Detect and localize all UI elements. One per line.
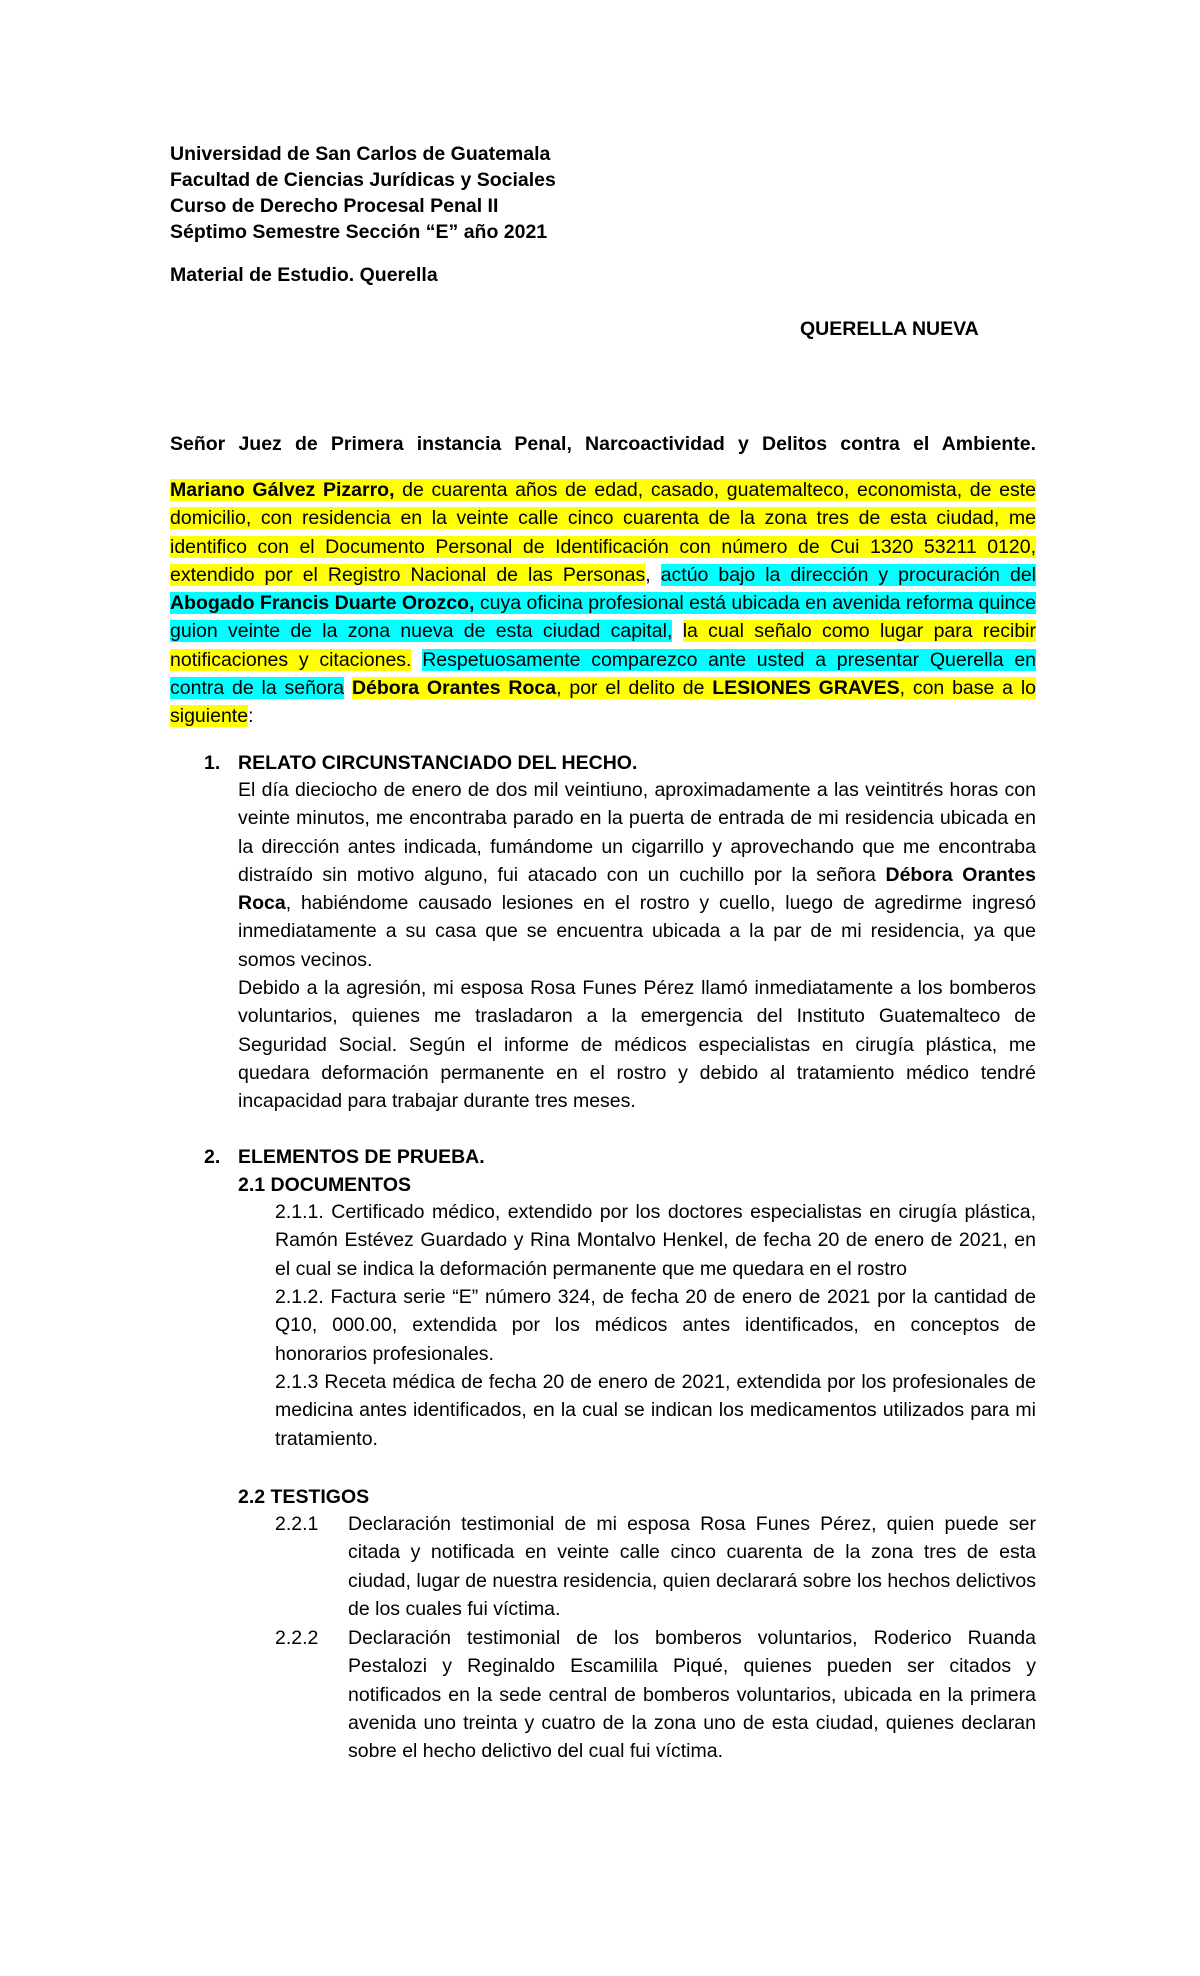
header-semester: Séptimo Semestre Sección “E” año 2021 <box>170 221 548 243</box>
addressee-line: Señor Juez de Primera instancia Penal, Narcoactividad y Delitos contra el Ambiente. <box>170 433 1036 455</box>
intro-text-1: de cuarenta años de edad, casado, guatemalteco, economista, de este domicilio, con residencia en la veinte calle cinco cuarenta de la zona tres de esta ciudad, me identifico con el Documento Personal de Identificación con número de Cui 1320 53211 0120, extendido por el Registro Nacional de las Personas <box>170 479 1036 586</box>
material-label: Material de Estudio. Querella <box>170 264 438 286</box>
subsection-witnesses: 2.2 TESTIGOS <box>238 1486 370 1508</box>
section-2-number: 2. <box>204 1146 221 1168</box>
s1p1-text-b: , habiéndome causado lesiones en el rostro y cuello, luego de agredirme ingresó inmediatamente a su casa que se encuentra ubicada a la par de mi residencia, ya que somos vecinos. <box>238 892 1036 971</box>
header-university: Universidad de San Carlos de Guatemala <box>170 143 551 165</box>
s1p1-accused: Débora Orantes Roca <box>238 863 1036 915</box>
subsection-documents: 2.1 DOCUMENTOS <box>238 1174 412 1196</box>
intro-sep-3 <box>411 649 422 671</box>
plaintiff-name: Mariano Gálvez Pizarro, <box>170 479 395 501</box>
crime-name: LESIONES GRAVES <box>712 677 900 700</box>
document-item-2: 2.1.2. Factura serie “E” número 324, de fecha 20 de enero de 2021 por la cantidad de Q10, 000.00, extendida por los médicos antes identificados, en conceptos de honorarios profesionales. <box>275 1286 1036 1365</box>
witness-item-1: Declaración testimonial de mi esposa Rosa Funes Pérez, quien puede ser citada y notificada en veinte calle cinco cuarenta de la zona tres de esta ciudad, lugar de nuestra residencia, quien declarará sobre los hechos delictivos de los cuales fui víctima. <box>348 1513 1036 1620</box>
intro-text-4: la cual señalo como lugar para recibir notificaciones y citaciones. <box>170 620 1036 671</box>
header-course: Curso de Derecho Procesal Penal II <box>170 195 499 217</box>
section-1-paragraph-2: Debido a la agresión, mi esposa Rosa Funes Pérez llamó inmediatamente a los bomberos voluntarios, quienes me trasladaron a la emergencia del Instituto Guatemalteco de Seguridad Social. Según el informe de médicos especialistas en cirugía plástica, me quedara deformación permanente en el rostro y debido al tratamiento médico tendré incapacidad para trabajar durante tres meses. <box>238 977 1036 1113</box>
intro-text-2: actúo bajo la dirección y procuración del <box>660 563 1037 586</box>
document-title: QUERELLA NUEVA <box>800 318 979 340</box>
accused-name: Débora Orantes Roca <box>351 677 557 700</box>
witness-2-number: 2.2.2 <box>275 1627 319 1649</box>
s1p1-text-a: El día dieciocho de enero de dos mil veintiuno, aproximadamente a las veintitrés horas con veinte minutos, me encontraba parado en la puerta de entrada de mi residencia ubicada en la dirección antes indicada, fumándome un cigarrillo y aprovechando que me encontraba distraído sin motivo alguno, fui atacado con un cuchillo por la señora <box>238 779 1036 886</box>
intro-sep-2 <box>672 620 682 642</box>
intro-paragraph <box>170 476 1036 731</box>
section-1-paragraph-1 <box>238 776 1036 974</box>
institution-header <box>170 141 556 245</box>
witness-item-2: Declaración testimonial de los bomberos voluntarios, Roderico Ruanda Pestalozi y Reginaldo Escamilila Piqué, quienes pueden ser citados y notificados en la sede central de bomberos voluntarios, ubicada en la primera avenida uno treinta y cuatro de la zona uno de esta ciudad, quienes declaran sobre el hecho delictivo del cual fui víctima. <box>348 1627 1036 1763</box>
intro-sep-4 <box>344 677 352 699</box>
intro-text-3: cuya oficina profesional está ubicada en avenida reforma quince guion veinte de la zona nueva de esta ciudad capital, <box>170 592 1036 643</box>
document-item-3: 2.1.3 Receta médica de fecha 20 de enero de 2021, extendida por los profesionales de medicina antes identificados, en la cual se indican los medicamentos utilizados para mi tratamiento. <box>275 1371 1036 1450</box>
section-2-title: ELEMENTOS DE PRUEBA. <box>238 1146 485 1168</box>
section-1-number: 1. <box>204 752 221 774</box>
header-faculty: Facultad de Ciencias Jurídicas y Sociales <box>170 169 556 191</box>
intro-sep-1: , <box>645 563 661 586</box>
intro-end: : <box>248 705 254 728</box>
document-item-1: 2.1.1. Certificado médico, extendido por los doctores especialistas en cirugía plástica, Ramón Estévez Guardado y Rina Montalvo Henkel, de fecha 20 de enero de 2021, en el cual se indica la deformación permanente que me quedara en el rostro <box>275 1201 1036 1280</box>
intro-text-6: , por el delito de <box>556 677 713 700</box>
lawyer-name: Abogado Francis Duarte Orozco, <box>170 592 475 615</box>
intro-text-5: Respetuosamente comparezco ante usted a presentar Querella en contra de la señora <box>170 648 1037 700</box>
witness-1-number: 2.2.1 <box>275 1513 319 1535</box>
section-1-title: RELATO CIRCUNSTANCIADO DEL HECHO. <box>238 752 638 774</box>
intro-text-7: , con base a lo siguiente <box>170 677 1036 728</box>
